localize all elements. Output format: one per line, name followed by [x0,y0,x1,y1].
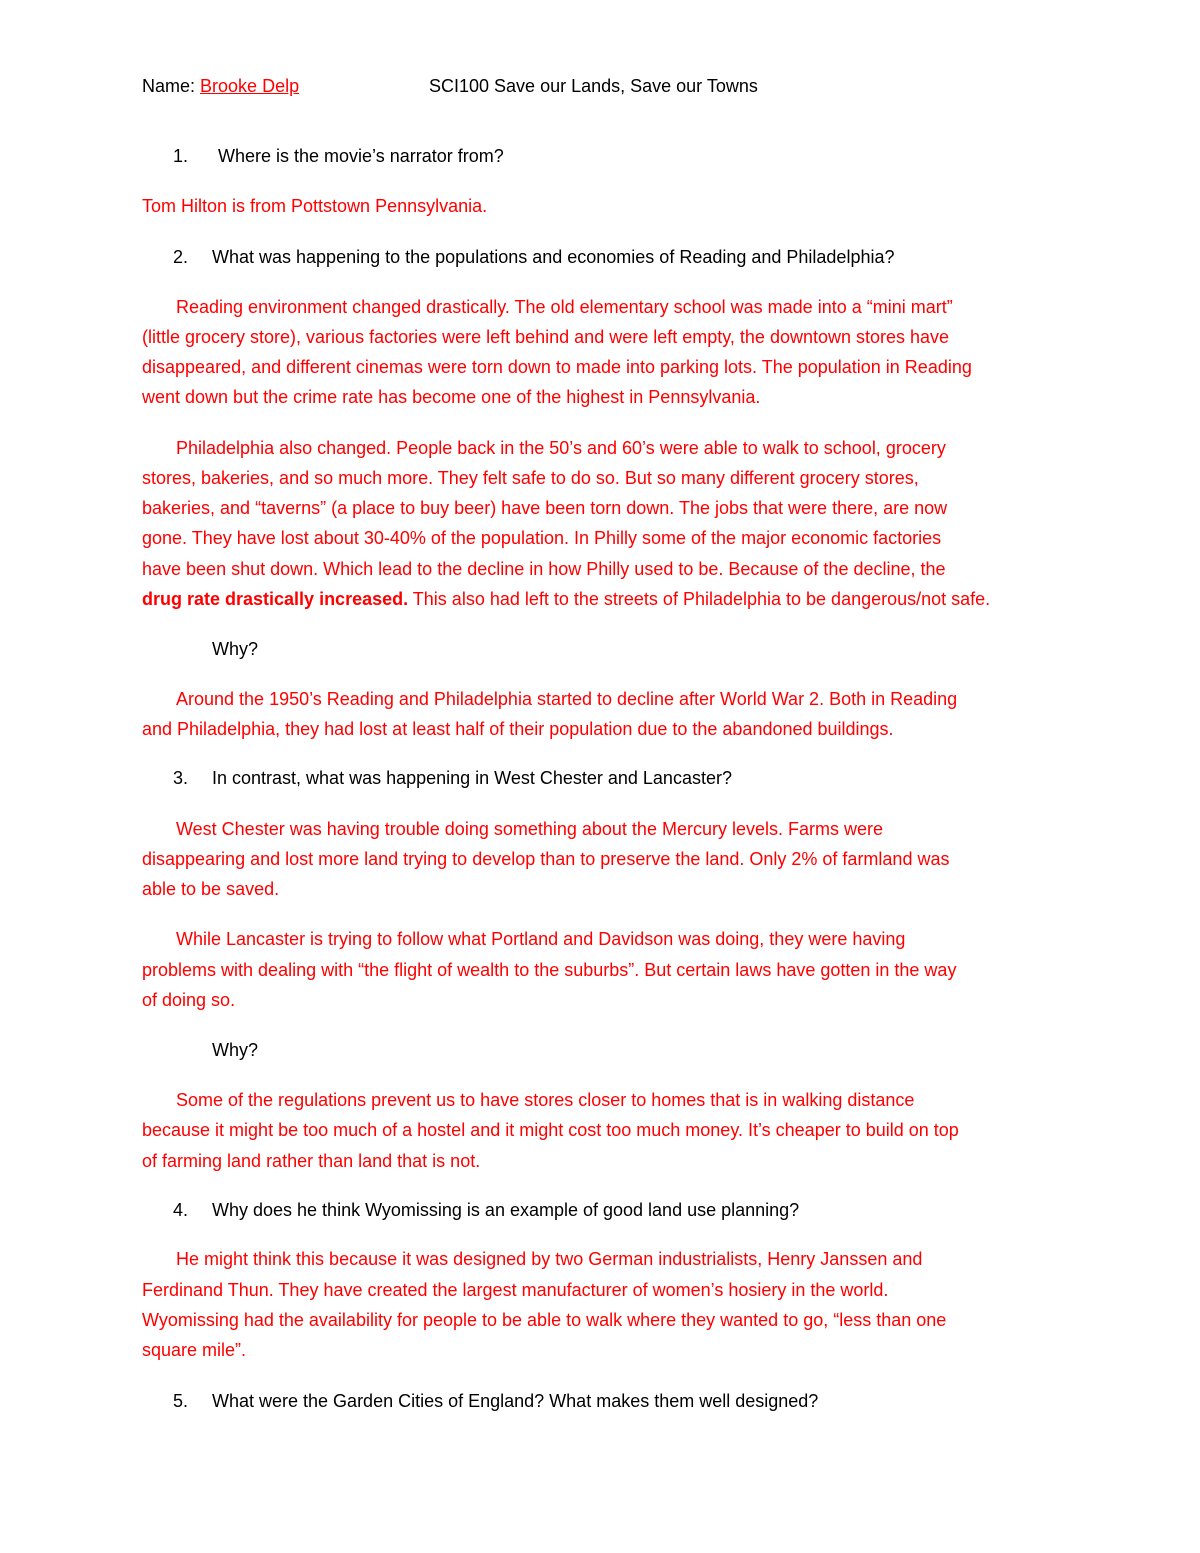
q2-answer-reading-line: Reading environment changed drastically. The old elementary school was made into a “mini mart” [176,297,953,317]
q2-answer-reading-line: disappeared, and different cinemas were torn down to made into parking lots. The population in Reading [142,357,972,377]
q3-answer-lanc-line: of doing so. [142,990,236,1010]
emphasis-text: drug rate drastically increased. [142,589,409,609]
q3-answer-wc-line: West Chester was having trouble doing something about the Mercury levels. Farms were [176,819,883,839]
q2-answer-reading-line: (little grocery store), various factories were left behind and were left empty, the downtown stores have [142,327,950,347]
q3-answer-wc-line: able to be saved. [142,879,280,899]
q2-answer-philly-tail: This also had left to the streets of Philadelphia to be dangerous/not safe. [408,589,991,609]
q2-answer-reading-line: went down but the crime rate has become one of the highest in Pennsylvania. [142,387,761,407]
q2-answer-philly-line: gone. They have lost about 30-40% of the population. In Philly some of the major economic factories [142,528,942,548]
q2-answer-philly-line: bakeries, and “taverns” (a place to buy beer) have been torn down. The jobs that were there, are now [142,498,948,518]
q3-why-label: Why? [212,1040,259,1060]
q3-number: 3. [173,768,189,788]
q4-answer-line: He might think this because it was designed by two German industrialists, Henry Janssen and [176,1249,923,1269]
q4-answer-line: square mile”. [142,1340,247,1360]
q3-answer-lanc-line: problems with dealing with “the flight of wealth to the suburbs”. But certain laws have gotten in the way [142,960,957,980]
q4-number: 4. [173,1200,189,1220]
q1-answer: Tom Hilton is from Pottstown Pennsylvania. [142,196,488,216]
q3-why-answer-line: because it might be too much of a hostel and it might cost too much money. It’s cheaper to build on top [142,1120,959,1140]
q2-number: 2. [173,247,189,267]
q3-answer-lanc-line: While Lancaster is trying to follow what Portland and Davidson was doing, they were having [176,929,906,949]
q2-answer-philly-line: Philadelphia also changed. People back in the 50’s and 60’s were able to walk to school, grocery [176,438,946,458]
q2-why-answer-line: Around the 1950’s Reading and Philadelphia started to decline after World War 2. Both in Reading [176,689,958,709]
q2-answer-philly-last-line [142,588,990,610]
course-title: SCI100 Save our Lands, Save our Towns [429,76,758,96]
q4-question: Why does he think Wyomissing is an example of good land use planning? [212,1200,800,1220]
q1-question: Where is the movie’s narrator from? [218,146,504,166]
q2-answer-philly-line: have been shut down. Which lead to the decline in how Philly used to be. Because of the decline, the [142,559,946,579]
q2-why-label: Why? [212,639,259,659]
q2-answer-philly-line: stores, bakeries, and so much more. They felt safe to do so. But so many different grocery stores, [142,468,919,488]
q3-question: In contrast, what was happening in West Chester and Lancaster? [212,768,732,788]
q5-number: 5. [173,1391,189,1411]
q3-answer-wc-line: disappearing and lost more land trying to develop than to preserve the land. Only 2% of farmland was [142,849,950,869]
q5-question: What were the Garden Cities of England? What makes them well designed? [212,1391,819,1411]
q4-answer-line: Wyomissing had the availability for people to be able to walk where they wanted to go, “less than one [142,1310,947,1330]
header-name-line [142,75,299,97]
student-name: Brooke Delp [200,76,300,96]
q2-question: What was happening to the populations and economies of Reading and Philadelphia? [212,247,895,267]
q4-answer-line: Ferdinand Thun. They have created the largest manufacturer of women’s hosiery in the world. [142,1280,889,1300]
q3-why-answer-line: Some of the regulations prevent us to have stores closer to homes that is in walking distance [176,1090,915,1110]
name-label: Name: [142,76,196,96]
q2-why-answer-line: and Philadelphia, they had lost at least half of their population due to the abandoned buildings. [142,719,894,739]
q3-why-answer-line: of farming land rather than land that is not. [142,1151,481,1171]
q1-number: 1. [173,146,189,166]
